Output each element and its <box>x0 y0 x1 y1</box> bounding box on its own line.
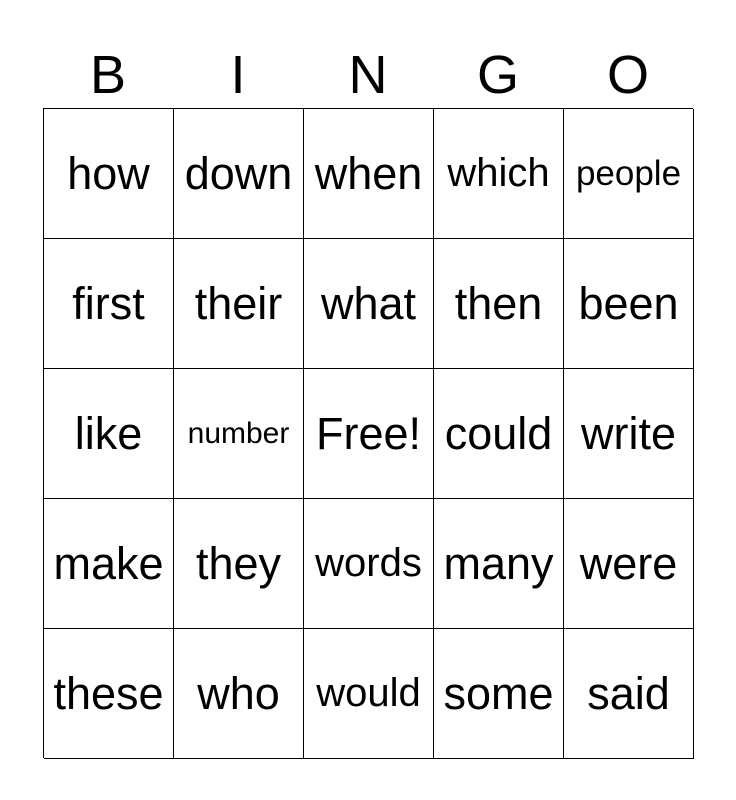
bingo-cell[interactable]: some <box>434 629 564 759</box>
bingo-cell[interactable]: could <box>434 369 564 499</box>
bingo-cell[interactable]: then <box>434 239 564 369</box>
bingo-cell[interactable]: down <box>174 109 304 239</box>
bingo-header <box>43 42 693 108</box>
bingo-cell[interactable]: many <box>434 499 564 629</box>
bingo-cell[interactable]: their <box>174 239 304 369</box>
bingo-cell[interactable]: they <box>174 499 304 629</box>
bingo-cell[interactable]: first <box>44 239 174 369</box>
header-letter-i: I <box>230 45 246 105</box>
header-letter-b: B <box>89 45 127 105</box>
bingo-cell[interactable]: how <box>44 109 174 239</box>
bingo-cell[interactable]: these <box>44 629 174 759</box>
bingo-cell[interactable]: what <box>304 239 434 369</box>
bingo-grid <box>43 108 693 758</box>
bingo-cell[interactable]: people <box>564 109 694 239</box>
bingo-cell[interactable]: would <box>304 629 434 759</box>
bingo-cell[interactable]: said <box>564 629 694 759</box>
free-space-cell[interactable]: Free! <box>304 369 434 499</box>
bingo-cell[interactable]: who <box>174 629 304 759</box>
bingo-cell[interactable]: been <box>564 239 694 369</box>
bingo-cell[interactable]: like <box>44 369 174 499</box>
bingo-cell[interactable]: number <box>174 369 304 499</box>
bingo-cell[interactable]: make <box>44 499 174 629</box>
header-letter-n: N <box>348 45 388 105</box>
header-letter-o: O <box>606 45 649 105</box>
bingo-cell[interactable]: write <box>564 369 694 499</box>
bingo-cell[interactable]: words <box>304 499 434 629</box>
bingo-cell[interactable]: were <box>564 499 694 629</box>
header-letter-g: G <box>476 45 519 105</box>
bingo-cell[interactable]: which <box>434 109 564 239</box>
bingo-cell[interactable]: when <box>304 109 434 239</box>
